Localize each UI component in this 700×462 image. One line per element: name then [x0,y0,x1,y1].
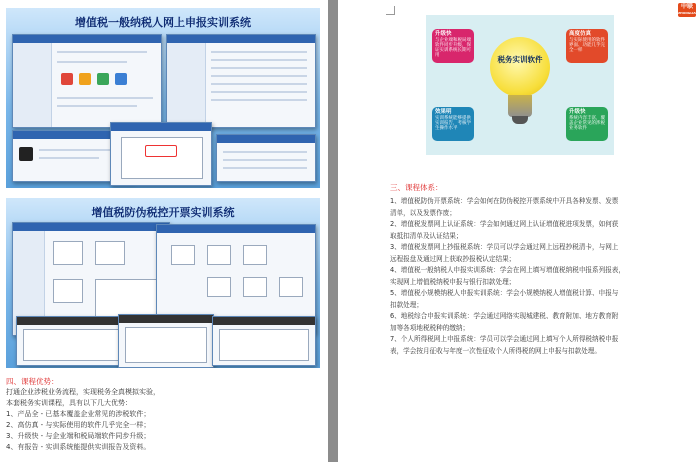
feature-card-title: 效果明 [435,109,452,115]
bulb-center-title: 税务实训软件 [497,55,543,64]
feature-card-text: 与实际使用的软件界面、功能几乎完全一样 [569,38,605,53]
feature-card-text: 实训系统能够提供实训报告，考核学生操作水平 [435,116,471,131]
curriculum-item-line: 实现网上增值税纳税申报与银行扣款处理； [390,277,516,286]
feature-card-text: 与企业端和税局端软件同步升级，保证实训系统长期可用 [435,38,471,58]
software-window [216,134,316,182]
feature-card [566,107,608,141]
figure-title-invoice: 增值税防伪税控开票实训系统 [91,206,235,219]
software-window [118,314,214,368]
section-heading-advantages: 四、课程优势： [6,377,59,386]
figure-title-declaration: 增值税一般纳税人网上申报实训系统 [75,16,251,29]
curriculum-item-line: 6、地税综合申报实训系统：学会通过网络实现城建税、教育附加、地方教育附 [390,312,619,320]
software-window [212,316,316,366]
feature-card [432,29,474,63]
lightbulb-base [512,116,528,124]
curriculum-item-line: 2、增值税发票网上认证系统：学会如何通过网上认证增值税进项发票，如何获 [390,220,619,228]
feature-card-text: 系统内容丰富，覆盖企业常见的涉税业务软件 [569,116,605,131]
software-window [12,34,162,128]
software-window [16,316,130,366]
lightbulb-icon [490,37,550,97]
curriculum-item-line: 3、增值税发票网上抄报税系统：学员可以学会通过网上远程抄税清卡，与网上 [390,243,619,251]
crop-mark [386,6,395,15]
brand-logo-text: 中联 [680,3,693,10]
brand-logo-subtext: ZHONGLIAN [678,11,699,15]
document-page-left [0,0,328,462]
lightbulb-neck [508,95,532,117]
advantage-item: 2、高仿真 - 与实际使用的软件几乎完全一样； [6,421,151,429]
advantages-intro-line: 本套税务实训课程，具有以下几大优势： [6,399,132,407]
software-window [166,34,316,128]
curriculum-item-line: 取抵扣清单及认证结果； [390,231,463,240]
advantage-item: 4、有报告 - 实训系统能提供实训报告及资料。 [6,443,151,451]
curriculum-item-line: 7、个人所得税网上申报系统：学员可以学会通过网上填写个人所得税纳税申报 [390,335,619,343]
curriculum-item-line: 4、增值税一般纳税人申报实训系统：学会在网上填写增值税纳税申报系列报表， [390,266,625,274]
invoice-system-screenshot [6,198,320,368]
feature-card-title: 升级快 [569,109,586,115]
advantage-item: 1、产品全 - 已基本覆盖企业常见的涉税软件； [6,410,151,418]
feature-card [432,107,474,141]
curriculum-item-line: 远程报盘及通过网上获取抄报税认定结果； [390,254,516,263]
curriculum-item-line: 表，学会按月征收与年度一次性征收个人所得税的网上申报与扣款处理。 [390,346,601,355]
curriculum-item-line: 加等各项地税税种的缴纳； [390,323,470,332]
online-declaration-screenshot [6,8,320,188]
brand-logo [678,3,699,17]
curriculum-item-line: 5、增值税小规模纳税人申报实训系统：学会小规模纳税人增值税计算、申报与 [390,289,619,297]
curriculum-item-line: 扣款处理； [390,300,423,309]
feature-card [566,29,608,63]
curriculum-item-line: 1、增值税防伪开票系统：学会如何在防伪税控开票系统中开具各种发票、发票 [390,197,619,205]
advantages-intro-line: 打通企业涉税业务流程，实现税务全真模拟实验， [6,388,160,396]
document-page-right [338,0,700,462]
advantage-item: 3、升级快 - 与企业端和税局端软件同步升级； [6,432,151,440]
feature-card-title: 升级快 [435,31,452,37]
software-window [110,122,212,186]
feature-card-title: 高度仿真 [569,31,592,37]
section-heading-curriculum: 三、课程体系： [390,183,443,192]
training-software-infographic [426,15,614,155]
curriculum-item-line: 清单，以及发票作废； [390,208,456,217]
